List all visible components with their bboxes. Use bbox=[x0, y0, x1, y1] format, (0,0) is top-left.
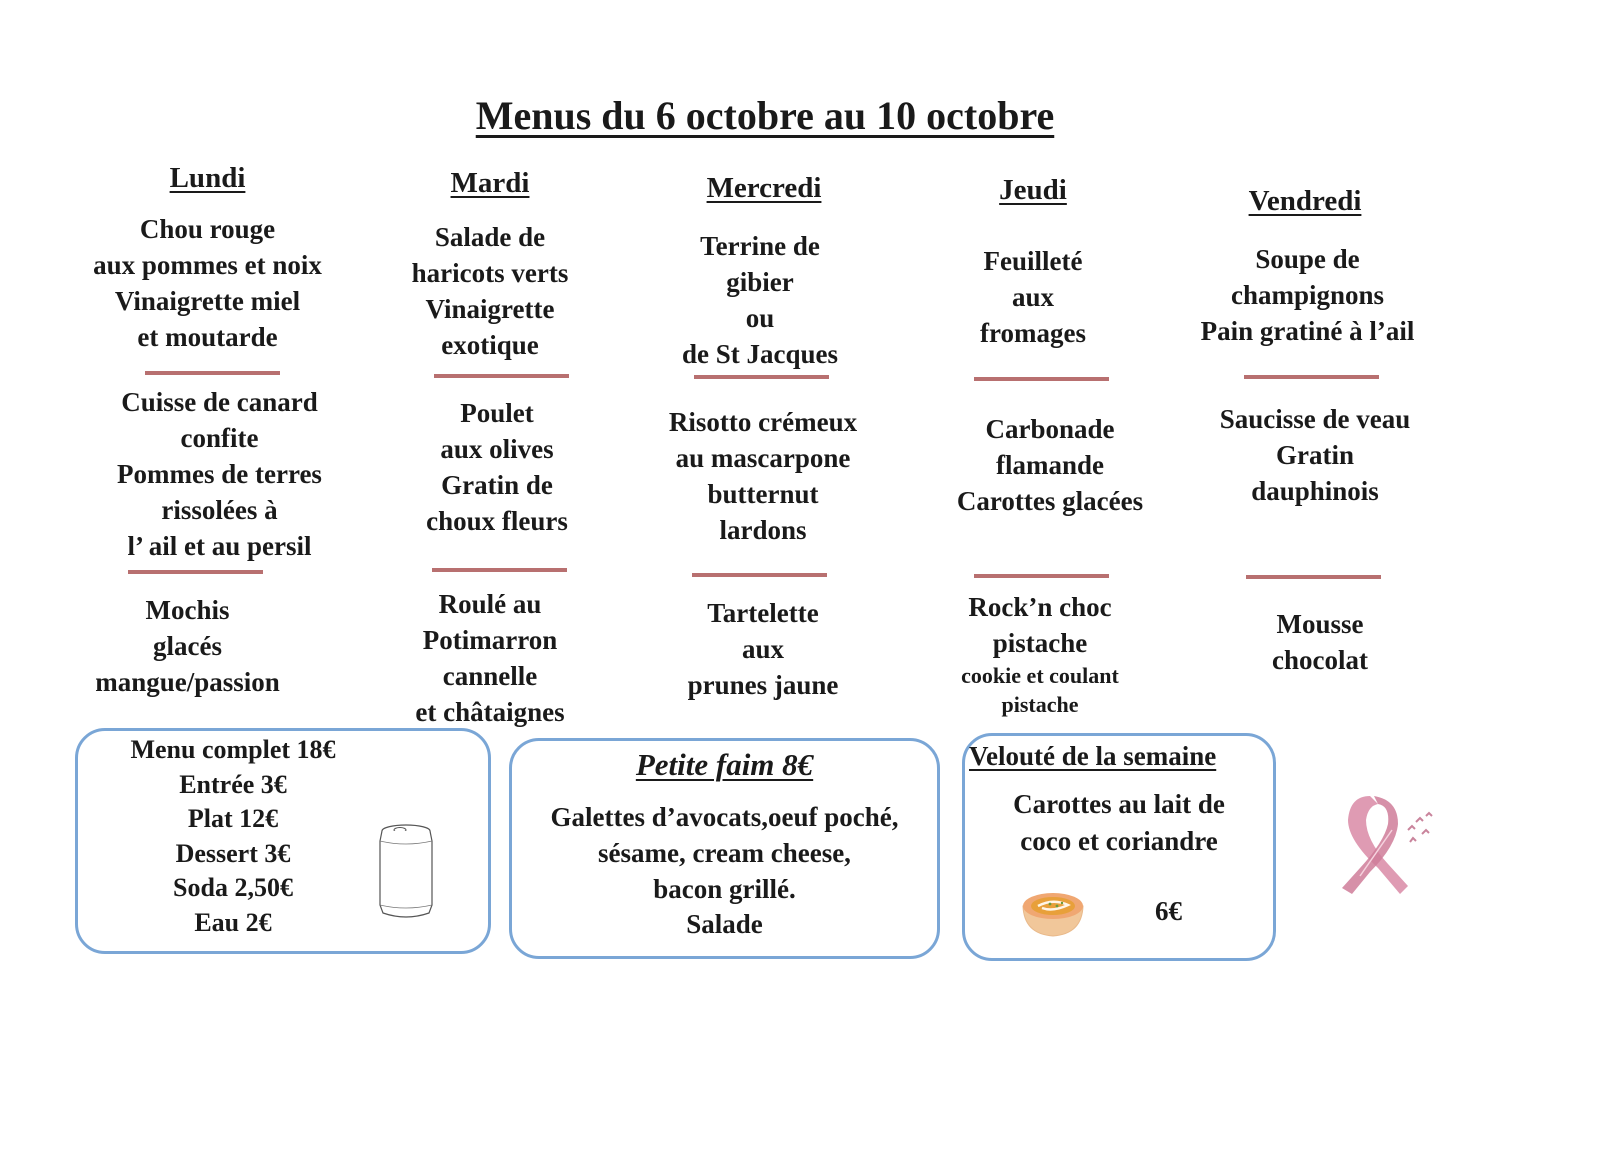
petite-faim-line: Galettes d’avocats,oeuf poché, bbox=[550, 802, 899, 832]
separator bbox=[1246, 575, 1381, 579]
dish-line: Cuisse de canard bbox=[121, 387, 318, 417]
dish-line: au mascarpone bbox=[675, 443, 851, 473]
dessert-lundi bbox=[40, 592, 335, 700]
separator bbox=[128, 570, 263, 574]
separator bbox=[694, 375, 829, 379]
dessert-jeudi bbox=[925, 589, 1155, 719]
dish-line: et moutarde bbox=[137, 322, 278, 352]
day-name: Mardi bbox=[450, 167, 530, 199]
dessert-vendredi bbox=[1220, 606, 1420, 678]
dish-line: Pommes de terres bbox=[117, 459, 322, 489]
separator bbox=[1244, 375, 1379, 379]
dish-line: aux bbox=[1011, 282, 1055, 312]
dish-line: rissolées à bbox=[161, 495, 278, 525]
day-vendredi bbox=[1205, 185, 1405, 218]
veloute-price: 6€ bbox=[1155, 896, 1182, 926]
dish-line: prunes jaune bbox=[687, 670, 839, 700]
day-name: Mercredi bbox=[706, 172, 822, 204]
dish-line: l’ ail et au persil bbox=[127, 531, 312, 561]
separator bbox=[974, 574, 1109, 578]
separator bbox=[145, 371, 280, 375]
petite-faim-title: Petite faim 8€ bbox=[635, 747, 814, 782]
dish-line: Chou rouge bbox=[139, 214, 276, 244]
dish-line: Gratin de bbox=[441, 470, 553, 500]
dish-line: glacés bbox=[153, 631, 222, 661]
menu-complet-box bbox=[75, 728, 491, 954]
day-name: Vendredi bbox=[1248, 185, 1362, 217]
dish-line: lardons bbox=[719, 515, 807, 545]
dish-line: de St Jacques bbox=[681, 339, 838, 369]
dish-line: pistache bbox=[992, 628, 1088, 658]
day-lundi bbox=[60, 162, 355, 195]
dish-line: exotique bbox=[441, 330, 539, 360]
price-soda: Soda 2,50€ bbox=[173, 873, 293, 902]
dish-line: Carottes glacées bbox=[956, 486, 1144, 516]
dish-line: haricots verts bbox=[411, 258, 569, 288]
dish-line: Soupe de bbox=[1255, 244, 1360, 274]
soda-can-icon bbox=[378, 823, 434, 921]
veloute-line: Carottes au lait de bbox=[1013, 789, 1225, 819]
menu-complet-price: Menu complet 18€ bbox=[130, 735, 336, 764]
plat-jeudi bbox=[925, 411, 1175, 519]
dish-line: Poulet bbox=[460, 398, 534, 428]
veloute-box bbox=[962, 733, 1276, 961]
dish-line: Vinaigrette bbox=[425, 294, 555, 324]
dish-line: Rock’n choc bbox=[968, 592, 1112, 622]
dish-line: Terrine de bbox=[700, 231, 820, 261]
petite-faim-line: sésame, cream cheese, bbox=[598, 838, 851, 868]
dish-line: ou bbox=[745, 303, 775, 333]
price-entree: Entrée 3€ bbox=[179, 769, 287, 799]
dish-line: Pain gratiné à l’ail bbox=[1200, 316, 1415, 346]
price-dessert: Dessert 3€ bbox=[175, 838, 291, 868]
separator bbox=[974, 377, 1109, 381]
dish-line: fromages bbox=[980, 318, 1086, 348]
petite-faim-line: Salade bbox=[686, 909, 763, 939]
dish-line: Potimarron bbox=[422, 625, 558, 655]
entree-lundi bbox=[60, 211, 355, 355]
day-name: Jeudi bbox=[999, 174, 1067, 206]
dish-line: aux olives bbox=[440, 434, 554, 464]
dish-note: cookie et coulant bbox=[961, 663, 1119, 688]
dish-line: Gratin bbox=[1276, 440, 1354, 470]
dish-line: gibier bbox=[726, 267, 794, 297]
dish-line: Feuilleté bbox=[983, 246, 1083, 276]
dish-line: mangue/passion bbox=[95, 667, 280, 697]
entree-mercredi bbox=[645, 228, 875, 372]
plat-mercredi bbox=[643, 404, 883, 548]
plat-vendredi bbox=[1190, 401, 1440, 509]
entree-vendredi bbox=[1175, 241, 1440, 349]
veloute-title: Velouté de la semaine bbox=[969, 741, 1217, 771]
dish-line: et châtaignes bbox=[415, 697, 565, 727]
dish-line: champignons bbox=[1230, 280, 1385, 310]
day-name: Lundi bbox=[169, 162, 246, 194]
separator bbox=[692, 573, 827, 577]
dish-line: aux pommes et noix bbox=[93, 250, 322, 280]
dish-line: confite bbox=[180, 423, 259, 453]
price-eau: Eau 2€ bbox=[194, 907, 272, 937]
price-plat: Plat 12€ bbox=[187, 804, 279, 833]
day-jeudi bbox=[933, 174, 1133, 207]
entree-jeudi bbox=[933, 243, 1133, 351]
separator bbox=[432, 568, 567, 572]
dish-line: aux bbox=[741, 634, 785, 664]
soup-bowl-icon bbox=[1020, 888, 1086, 938]
entree-mardi bbox=[370, 219, 610, 363]
dish-line: Saucisse de veau bbox=[1219, 404, 1411, 434]
plat-lundi bbox=[72, 384, 367, 564]
dish-line: Carbonade bbox=[985, 414, 1115, 444]
dish-line: Risotto crémeux bbox=[668, 407, 858, 437]
veloute-line: coco et coriandre bbox=[1020, 826, 1218, 856]
dish-line: Vinaigrette miel bbox=[114, 286, 301, 316]
dish-line: cannelle bbox=[442, 661, 538, 691]
petite-faim-box bbox=[509, 738, 940, 959]
dish-line: butternut bbox=[707, 479, 819, 509]
dish-line: Salade de bbox=[434, 222, 546, 252]
dish-line: Mousse bbox=[1276, 609, 1364, 639]
page-title: Menus du 6 octobre au 10 octobre bbox=[475, 93, 1055, 138]
plat-mardi bbox=[377, 395, 617, 539]
dish-line: Mochis bbox=[145, 595, 230, 625]
dish-line: dauphinois bbox=[1251, 476, 1379, 506]
dish-line: Roulé au bbox=[438, 589, 542, 619]
day-mercredi bbox=[654, 172, 874, 205]
dessert-mardi bbox=[370, 586, 610, 730]
dish-line: chocolat bbox=[1272, 645, 1368, 675]
day-mardi bbox=[390, 167, 590, 200]
dish-note: pistache bbox=[1001, 692, 1079, 717]
dish-line: Tartelette bbox=[707, 598, 819, 628]
petite-faim-line: bacon grillé. bbox=[653, 874, 796, 904]
pink-ribbon-icon bbox=[1330, 790, 1440, 900]
dish-line: choux fleurs bbox=[426, 506, 568, 536]
separator bbox=[434, 374, 569, 378]
dish-line: flamande bbox=[996, 450, 1104, 480]
dessert-mercredi bbox=[643, 595, 883, 703]
